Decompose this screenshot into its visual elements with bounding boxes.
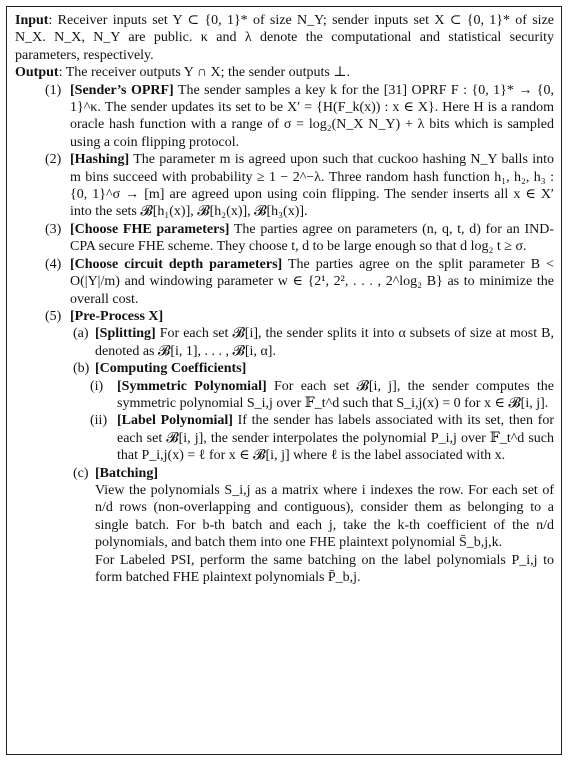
step-text: The parties agree on parameters (n, q, t, d) for an IND-CPA secure FHE scheme. They choose t, d to be large enough so that d log₂ t ≥ σ. — [70, 221, 555, 255]
step-2 — [15, 151, 554, 221]
substep-b-ii — [15, 412, 554, 464]
step-number: (1) — [45, 82, 62, 98]
substep-c — [15, 465, 554, 587]
substep-text: For each set 𝓑[i], the sender splits it into α subsets of size at most B, denoted as 𝓑[i, 1], . . . , 𝓑[i, α]. — [95, 326, 554, 359]
input-paragraph — [15, 12, 554, 64]
substep-number: (a) — [73, 326, 89, 342]
step-number: (2) — [45, 152, 62, 168]
step-text: The parameter m is agreed upon such that cuckoo hashing N_Y balls into m bins succeed with probability ≥ 1 − 2^−λ. Three random hash function h₁, h₂, h₃ : {0, 1}^σ → [m] are agreed upon using coin flipping. The sender inserts all x ∈ X′ into the sets 𝓑[h₁(x)], 𝓑[h₂(x)], 𝓑[h₃(x)]. — [70, 152, 554, 220]
substep-number: (ii) — [90, 413, 108, 429]
substep-text-labeled: For Labeled PSI, perform the same batching on the label polynomials P_i,j to form batched FHE plaintext polynomials P̄_b,j. — [95, 552, 554, 585]
step-text: The parties agree on the split parameter B < O(|Y|/m) and windowing parameter w ∈ {2¹, 2², . . . , 2^log₂ B} as to minimize the overall cost. — [70, 256, 555, 307]
step-1 — [15, 82, 554, 152]
step-number: (5) — [45, 308, 62, 324]
substep-title: [Computing Coefficients] — [95, 361, 247, 377]
step-number: (3) — [45, 221, 62, 237]
substep-number: (c) — [73, 465, 89, 481]
substep-title: [Symmetric Polynomial] — [117, 378, 267, 394]
substep-title: [Batching] — [95, 465, 158, 481]
step-title: [Choose circuit depth parameters] — [70, 256, 283, 272]
step-4 — [15, 256, 554, 308]
substep-text: View the polynomials S_i,j as a matrix where i indexes the row. For each set of n/d rows (non-overlapping and contiguous), consider them as belonging to a single batch. For b-th batch and each j, take the k-th coefficient of the n/d polynomials, and batch them into one FHE plaintext polynomial S̄_b,j,k. — [95, 482, 554, 551]
substep-text: For each set 𝓑[i, j], the sender computes the symmetric polynomial S_i,j over 𝔽_t^d such that S_i,j(x) = 0 for x ∈ 𝓑[i, j]. — [117, 378, 555, 411]
step-title: [Hashing] — [70, 152, 130, 168]
output-paragraph — [15, 64, 554, 81]
step-title: [Pre-Process X] — [70, 308, 164, 324]
output-text: : The receiver outputs Y ∩ X; the sender outputs ⊥. — [58, 65, 350, 81]
input-label: Input — [15, 13, 49, 28]
substep-b — [15, 360, 554, 377]
substep-number: (b) — [73, 361, 90, 377]
step-title: [Sender’s OPRF] — [70, 82, 174, 98]
step-number: (4) — [45, 256, 62, 272]
substep-number: (i) — [90, 378, 104, 394]
substep-title: [Label Polynomial] — [117, 413, 233, 429]
substep-b-i — [15, 378, 554, 413]
step-text: The sender samples a key k for the [31] OPRF F : {0, 1}* → {0, 1}^κ. The sender updates its set to be X′ = {H(F_k(x)) : x ∈ X}. Here H is a random oracle hash function with a range of σ = log₂(N_X N_Y) + λ bits which is sampled using a coin flipping protocol. — [70, 82, 554, 150]
step-5 — [15, 308, 554, 325]
protocol-box — [6, 6, 562, 755]
step-title: [Choose FHE parameters] — [70, 221, 230, 237]
input-text: : Receiver inputs set Y ⊂ {0, 1}* of size N_Y; sender inputs set X ⊂ {0, 1}* of size N_X. N_X, N_Y are public. κ and λ denote the computational and statistical security parameters, respectively. — [15, 13, 554, 63]
step-3 — [15, 221, 554, 256]
substep-title: [Splitting] — [95, 326, 156, 342]
substep-a — [15, 325, 554, 360]
substep-text: If the sender has labels associated with its set, then for each set 𝓑[i, j], the sender interpolates the polynomial P_i,j over 𝔽_t^d such that P_i,j(x) = ℓ for x ∈ 𝓑[i, j] where ℓ is the label associated with x. — [117, 413, 554, 464]
output-label: Output — [15, 65, 59, 81]
